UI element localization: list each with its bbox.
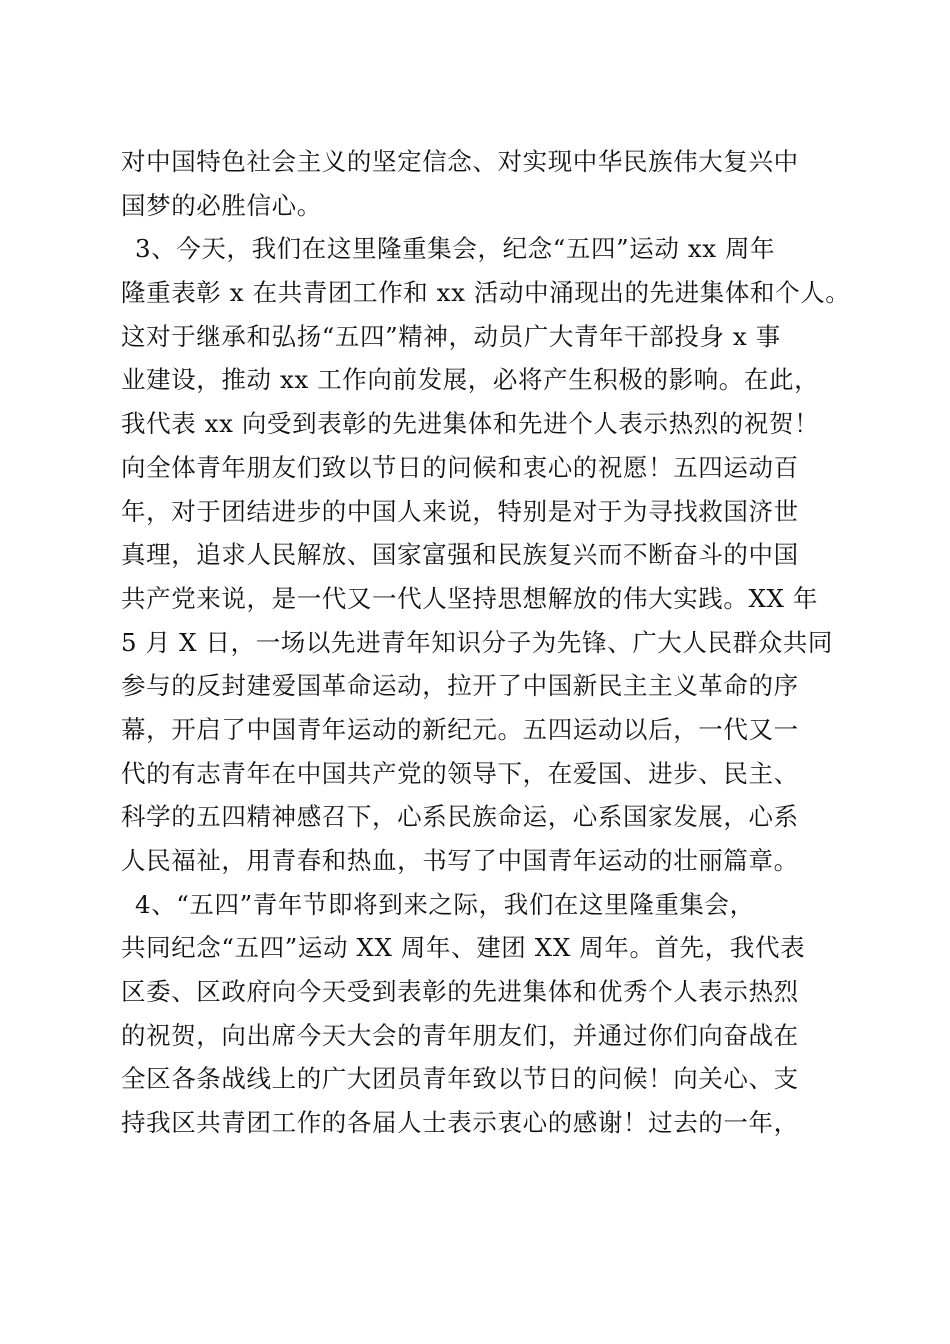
text-line: 代的有志青年在中国共产党的领导下，在爱国、进步、民主、 (121, 758, 799, 788)
text-line: 的祝贺，向出席今天大会的青年朋友们，并通过你们向奋战在 (121, 1020, 799, 1050)
text-line: 参与的反封建爱国革命运动，拉开了中国新民主主义革命的序 (121, 671, 799, 701)
text-line: 这对于继承和弘扬“五四”精神，动员广大青年干部投身 x 事 (121, 321, 781, 351)
text-line: 业建设，推动 xx 工作向前发展，必将产生积极的影响。在此， (121, 365, 820, 395)
paragraph-4-start: 4、“五四”青年节即将到来之际，我们在这里隆重集会， (135, 889, 755, 919)
text-line: 向全体青年朋友们致以节日的问候和衷心的祝愿！五四运动百 (121, 452, 799, 482)
text-line: 对中国特色社会主义的坚定信念、对实现中华民族伟大复兴中 (121, 147, 799, 176)
text-line: 年，对于团结进步的中国人来说，特别是对于为寻找救国济世 (121, 496, 799, 526)
text-line: 真理，追求人民解放、国家富强和民族复兴而不断奋斗的中国 (121, 540, 799, 570)
text-line: 共产党来说，是一代又一代人坚持思想解放的伟大实践。XX 年 (121, 583, 819, 613)
text-line: 区委、区政府向今天受到表彰的先进集体和优秀个人表示热烈 (121, 977, 799, 1007)
text-line: 隆重表彰 x 在共青团工作和 xx 活动中涌现出的先进集体和个人。 (121, 278, 851, 308)
text-line: 全区各条战线上的广大团员青年致以节日的问候！向关心、支 (121, 1064, 799, 1094)
text-line: 我代表 xx 向受到表彰的先进集体和先进个人表示热烈的祝贺！ (121, 409, 820, 439)
body-text (121, 140, 851, 1145)
text-line: 国梦的必胜信心。 (121, 190, 322, 220)
text-line: 共同纪念“五四”运动 XX 周年、建团 XX 周年。首先，我代表 (121, 933, 806, 963)
paragraph-3-start: 3、今天，我们在这里隆重集会，纪念“五四”运动 xx 周年 (135, 234, 776, 264)
text-line: 5 月 X 日，一场以先进青年知识分子为先锋、广大人民群众共同 (121, 627, 833, 657)
text-line: 幕，开启了中国青年运动的新纪元。五四运动以后，一代又一 (121, 714, 799, 744)
text-line: 科学的五四精神感召下，心系民族命运，心系国家发展，心系 (121, 802, 799, 832)
text-line: 人民福祉，用青春和热血，书写了中国青年运动的壮丽篇章。 (121, 846, 799, 875)
text-line: 持我区共青团工作的各届人士表示衷心的感谢！过去的一年， (121, 1108, 799, 1138)
